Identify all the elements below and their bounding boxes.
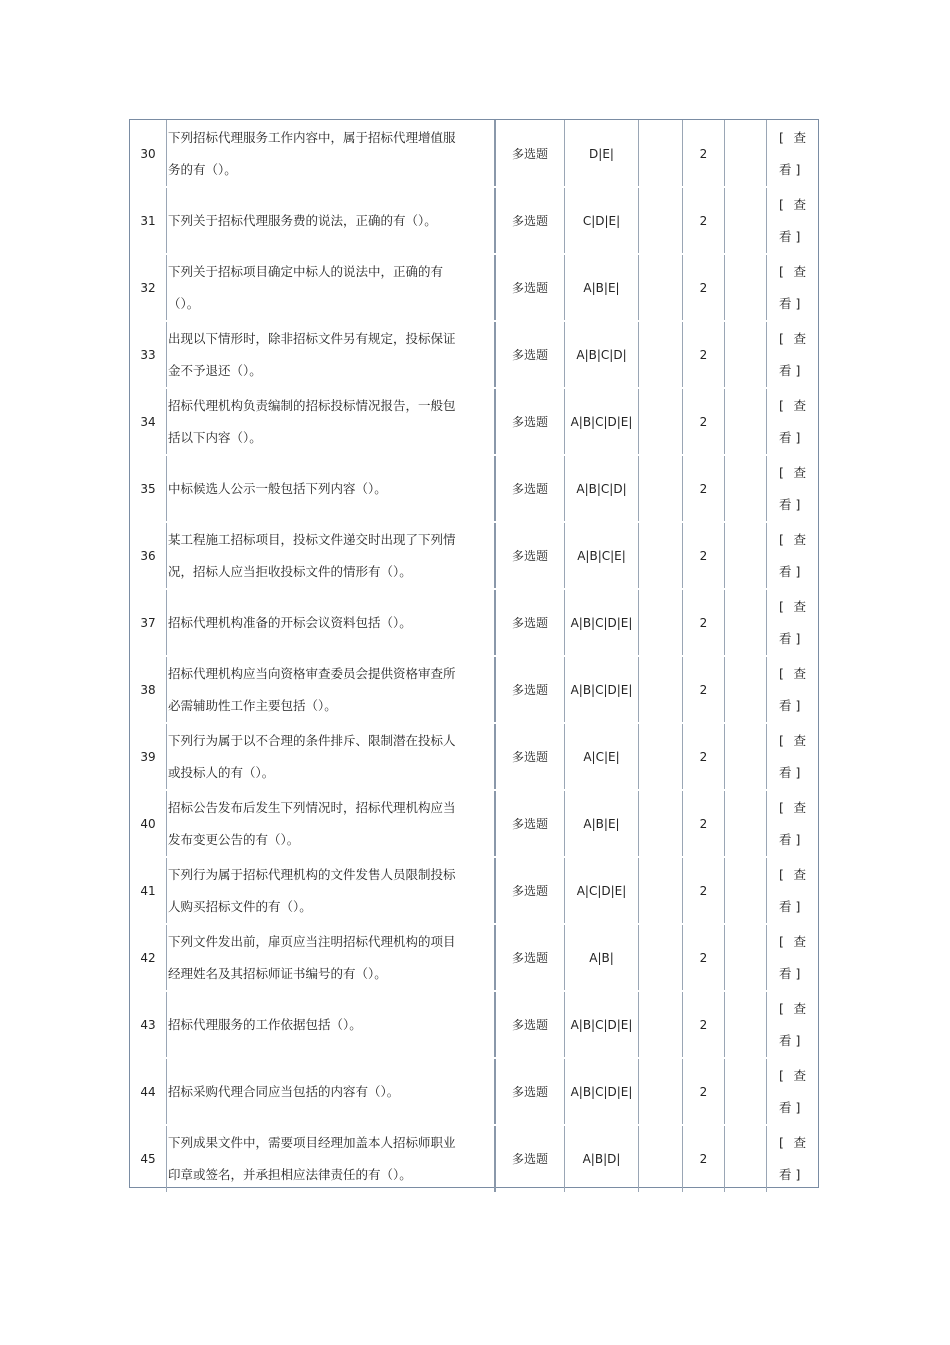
table-row	[130, 656, 818, 723]
empty-cell	[724, 924, 766, 991]
view-link[interactable]	[766, 589, 818, 656]
question-text	[166, 723, 494, 790]
row-gap	[130, 990, 818, 992]
view-link[interactable]	[766, 656, 818, 723]
question-number: 43	[140, 1017, 156, 1032]
question-text-content: 招标代理机构负责编制的招标投标情况报告，一般包括以下内容（）。	[168, 397, 456, 445]
question-text	[166, 522, 494, 589]
empty-cell	[638, 1125, 682, 1192]
question-type: 多选题	[494, 924, 564, 991]
answer: A|B|C|D|E|	[564, 1058, 638, 1125]
row-gap	[130, 454, 818, 456]
view-label-2[interactable]: 看 ]	[779, 1099, 801, 1115]
question-type: 多选题	[494, 991, 564, 1058]
answer: D|E|	[564, 120, 638, 187]
question-number: 38	[140, 682, 156, 697]
question-text	[166, 1125, 494, 1192]
score: 2	[682, 656, 724, 723]
question-text	[166, 991, 494, 1058]
view-link[interactable]	[766, 522, 818, 589]
answer: A|C|E|	[564, 723, 638, 790]
view-link[interactable]	[766, 1125, 818, 1192]
row-gap	[130, 856, 818, 858]
question-type: 多选题	[494, 589, 564, 656]
table-row	[130, 321, 818, 388]
view-label-2[interactable]: 看 ]	[779, 697, 801, 713]
view-label-1[interactable]: 查	[793, 397, 806, 413]
empty-cell	[638, 723, 682, 790]
row-gap	[130, 521, 818, 523]
empty-cell	[724, 656, 766, 723]
row-gap	[130, 387, 818, 389]
empty-cell	[638, 522, 682, 589]
empty-cell	[638, 1058, 682, 1125]
view-bracket-open: [	[779, 196, 784, 212]
empty-cell	[724, 388, 766, 455]
empty-cell	[724, 1058, 766, 1125]
question-text-content: 招标采购代理合同应当包括的内容有（）。	[168, 1083, 400, 1099]
question-text	[166, 455, 494, 522]
question-text-content: 下列文件发出前，扉页应当注明招标代理机构的项目经理姓名及其招标师证书编号的有（）。	[168, 933, 456, 981]
view-bracket-open: [	[779, 464, 784, 480]
view-label-1[interactable]: 查	[793, 1134, 806, 1150]
question-type: 多选题	[494, 455, 564, 522]
empty-cell	[724, 991, 766, 1058]
table-row	[130, 790, 818, 857]
answer: A|B|C|E|	[564, 522, 638, 589]
question-text	[166, 120, 494, 187]
table-row	[130, 522, 818, 589]
question-text-content: 招标代理服务的工作依据包括（）。	[168, 1016, 362, 1032]
view-link[interactable]	[766, 857, 818, 924]
view-label-2[interactable]: 看 ]	[779, 228, 801, 244]
score: 2	[682, 522, 724, 589]
question-type: 多选题	[494, 388, 564, 455]
question-text	[166, 656, 494, 723]
row-gap	[130, 320, 818, 322]
score: 2	[682, 924, 724, 991]
view-label-1[interactable]: 查	[793, 129, 806, 145]
empty-cell	[724, 321, 766, 388]
view-label-1[interactable]: 查	[793, 1000, 806, 1016]
score: 2	[682, 120, 724, 187]
score: 2	[682, 1058, 724, 1125]
score: 2	[682, 187, 724, 254]
question-type: 多选题	[494, 522, 564, 589]
empty-cell	[724, 455, 766, 522]
score: 2	[682, 254, 724, 321]
view-link[interactable]	[766, 924, 818, 991]
view-label-2[interactable]: 看 ]	[779, 429, 801, 445]
table-row	[130, 589, 818, 656]
question-text-content: 招标代理机构准备的开标会议资料包括（）。	[168, 614, 412, 630]
view-link[interactable]	[766, 1058, 818, 1125]
question-number: 39	[140, 749, 156, 764]
question-text-content: 下列招标代理服务工作内容中，属于招标代理增值服务的有（）。	[168, 129, 456, 177]
answer: A|B|	[564, 924, 638, 991]
question-text-content: 下列关于招标项目确定中标人的说法中，正确的有（）。	[168, 263, 444, 311]
row-gap	[130, 1124, 818, 1126]
table-row	[130, 388, 818, 455]
table-row	[130, 120, 818, 187]
answer: C|D|E|	[564, 187, 638, 254]
question-number: 42	[140, 950, 156, 965]
view-label-2[interactable]: 看 ]	[779, 764, 801, 780]
question-text	[166, 857, 494, 924]
view-bracket-open: [	[779, 1067, 784, 1083]
row-gap	[130, 186, 818, 188]
view-label-2[interactable]: 看 ]	[779, 630, 801, 646]
empty-cell	[724, 522, 766, 589]
view-bracket-open: [	[779, 263, 784, 279]
empty-cell	[638, 589, 682, 656]
view-link[interactable]	[766, 991, 818, 1058]
view-label-2[interactable]: 看 ]	[779, 161, 801, 177]
question-type: 多选题	[494, 254, 564, 321]
question-number: 33	[140, 347, 156, 362]
view-bracket-open: [	[779, 866, 784, 882]
row-gap	[130, 1057, 818, 1059]
row-gap	[130, 789, 818, 791]
view-label-1[interactable]: 查	[793, 866, 806, 882]
question-text-content: 下列关于招标代理服务费的说法，正确的有（）。	[168, 212, 437, 228]
view-bracket-open: [	[779, 531, 784, 547]
answer: A|B|C|D|E|	[564, 991, 638, 1058]
view-link[interactable]	[766, 321, 818, 388]
answer: A|B|C|D|	[564, 321, 638, 388]
empty-cell	[638, 455, 682, 522]
view-bracket-open: [	[779, 732, 784, 748]
empty-cell	[724, 120, 766, 187]
question-text-content: 出现以下情形时，除非招标文件另有规定，投标保证金不予退还（）。	[168, 330, 456, 378]
question-type: 多选题	[494, 187, 564, 254]
row-gap	[130, 923, 818, 925]
empty-cell	[638, 790, 682, 857]
view-bracket-open: [	[779, 665, 784, 681]
empty-cell	[638, 388, 682, 455]
question-number: 44	[140, 1084, 156, 1099]
empty-cell	[638, 120, 682, 187]
empty-cell	[724, 1125, 766, 1192]
view-link[interactable]	[766, 187, 818, 254]
answer: A|B|C|D|E|	[564, 656, 638, 723]
view-bracket-open: [	[779, 397, 784, 413]
view-label-1[interactable]: 查	[793, 263, 806, 279]
view-link[interactable]	[766, 455, 818, 522]
empty-cell	[724, 857, 766, 924]
question-type: 多选题	[494, 1125, 564, 1192]
score: 2	[682, 991, 724, 1058]
view-label-1[interactable]: 查	[793, 196, 806, 212]
table-row	[130, 455, 818, 522]
question-table	[129, 119, 819, 1188]
view-label-1[interactable]: 查	[793, 1067, 806, 1083]
score: 2	[682, 1125, 724, 1192]
question-number: 45	[140, 1151, 156, 1166]
view-label-1[interactable]: 查	[793, 330, 806, 346]
question-text-content: 中标候选人公示一般包括下列内容（）。	[168, 480, 387, 496]
view-link[interactable]	[766, 254, 818, 321]
empty-cell	[638, 924, 682, 991]
question-text	[166, 254, 494, 321]
empty-cell	[724, 589, 766, 656]
score: 2	[682, 723, 724, 790]
view-link[interactable]	[766, 388, 818, 455]
table-row	[130, 1125, 818, 1192]
answer: A|B|C|D|E|	[564, 589, 638, 656]
question-type: 多选题	[494, 790, 564, 857]
view-bracket-open: [	[779, 933, 784, 949]
question-text	[166, 187, 494, 254]
view-bracket-open: [	[779, 799, 784, 815]
row-gap	[130, 722, 818, 724]
question-number: 32	[140, 280, 156, 295]
view-label-2[interactable]: 看 ]	[779, 965, 801, 981]
question-type: 多选题	[494, 723, 564, 790]
view-bracket-open: [	[779, 1000, 784, 1016]
answer: A|B|E|	[564, 790, 638, 857]
empty-cell	[638, 857, 682, 924]
table-row	[130, 254, 818, 321]
question-text	[166, 924, 494, 991]
empty-cell	[638, 656, 682, 723]
question-text	[166, 589, 494, 656]
question-text-content: 招标公告发布后发生下列情况时，招标代理机构应当发布变更公告的有（）。	[168, 799, 456, 847]
empty-cell	[638, 991, 682, 1058]
question-type: 多选题	[494, 321, 564, 388]
view-label-1[interactable]: 查	[793, 665, 806, 681]
view-bracket-open: [	[779, 1134, 784, 1150]
empty-cell	[638, 187, 682, 254]
question-text-content: 下列行为属于招标代理机构的文件发售人员限制投标人购买招标文件的有（）。	[168, 866, 456, 914]
table-row	[130, 1058, 818, 1125]
view-label-1[interactable]: 查	[793, 464, 806, 480]
question-number: 34	[140, 414, 156, 429]
question-number: 36	[140, 548, 156, 563]
view-label-1[interactable]: 查	[793, 799, 806, 815]
question-text-content: 招标代理机构应当向资格审查委员会提供资格审查所必需辅助性工作主要包括（）。	[168, 665, 456, 713]
score: 2	[682, 790, 724, 857]
score: 2	[682, 857, 724, 924]
question-text-content: 下列行为属于以不合理的条件排斥、限制潜在投标人或投标人的有（）。	[168, 732, 456, 780]
question-text-content: 某工程施工招标项目，投标文件递交时出现了下列情况，招标人应当拒收投标文件的情形有（）。	[168, 531, 456, 579]
view-label-2[interactable]: 看 ]	[779, 831, 801, 847]
question-number: 30	[140, 146, 156, 161]
row-gap	[130, 253, 818, 255]
question-text	[166, 388, 494, 455]
answer: A|B|D|	[564, 1125, 638, 1192]
question-type: 多选题	[494, 1058, 564, 1125]
question-text-content: 下列成果文件中，需要项目经理加盖本人招标师职业印章或签名，并承担相应法律责任的有（）。	[168, 1134, 456, 1182]
score: 2	[682, 455, 724, 522]
view-link[interactable]	[766, 723, 818, 790]
question-number: 40	[140, 816, 156, 831]
question-text	[166, 321, 494, 388]
view-label-2[interactable]: 看 ]	[779, 362, 801, 378]
view-bracket-open: [	[779, 330, 784, 346]
question-type: 多选题	[494, 656, 564, 723]
question-type: 多选题	[494, 857, 564, 924]
view-bracket-open: [	[779, 598, 784, 614]
empty-cell	[638, 254, 682, 321]
view-label-1[interactable]: 查	[793, 598, 806, 614]
answer: A|B|C|D|E|	[564, 388, 638, 455]
question-text	[166, 790, 494, 857]
score: 2	[682, 321, 724, 388]
empty-cell	[638, 321, 682, 388]
score: 2	[682, 589, 724, 656]
empty-cell	[724, 723, 766, 790]
question-number: 41	[140, 883, 156, 898]
view-label-2[interactable]: 看 ]	[779, 295, 801, 311]
view-bracket-open: [	[779, 129, 784, 145]
view-link[interactable]	[766, 790, 818, 857]
table-row	[130, 991, 818, 1058]
view-label-1[interactable]: 查	[793, 933, 806, 949]
empty-cell	[724, 187, 766, 254]
question-number: 37	[140, 615, 156, 630]
view-label-1[interactable]: 查	[793, 531, 806, 547]
row-gap	[130, 588, 818, 590]
table-row	[130, 857, 818, 924]
answer: A|B|E|	[564, 254, 638, 321]
view-label-2[interactable]: 看 ]	[779, 496, 801, 512]
question-number: 35	[140, 481, 156, 496]
empty-cell	[724, 254, 766, 321]
view-label-2[interactable]: 看 ]	[779, 898, 801, 914]
empty-cell	[724, 790, 766, 857]
view-link[interactable]	[766, 120, 818, 187]
view-label-2[interactable]: 看 ]	[779, 563, 801, 579]
answer: A|C|D|E|	[564, 857, 638, 924]
table-row	[130, 924, 818, 991]
answer: A|B|C|D|	[564, 455, 638, 522]
view-label-2[interactable]: 看 ]	[779, 1032, 801, 1048]
view-label-2[interactable]: 看 ]	[779, 1166, 801, 1182]
question-number: 31	[140, 213, 156, 228]
table-row	[130, 723, 818, 790]
table-row	[130, 187, 818, 254]
view-label-1[interactable]: 查	[793, 732, 806, 748]
score: 2	[682, 388, 724, 455]
row-gap	[130, 655, 818, 657]
question-type: 多选题	[494, 120, 564, 187]
question-text	[166, 1058, 494, 1125]
